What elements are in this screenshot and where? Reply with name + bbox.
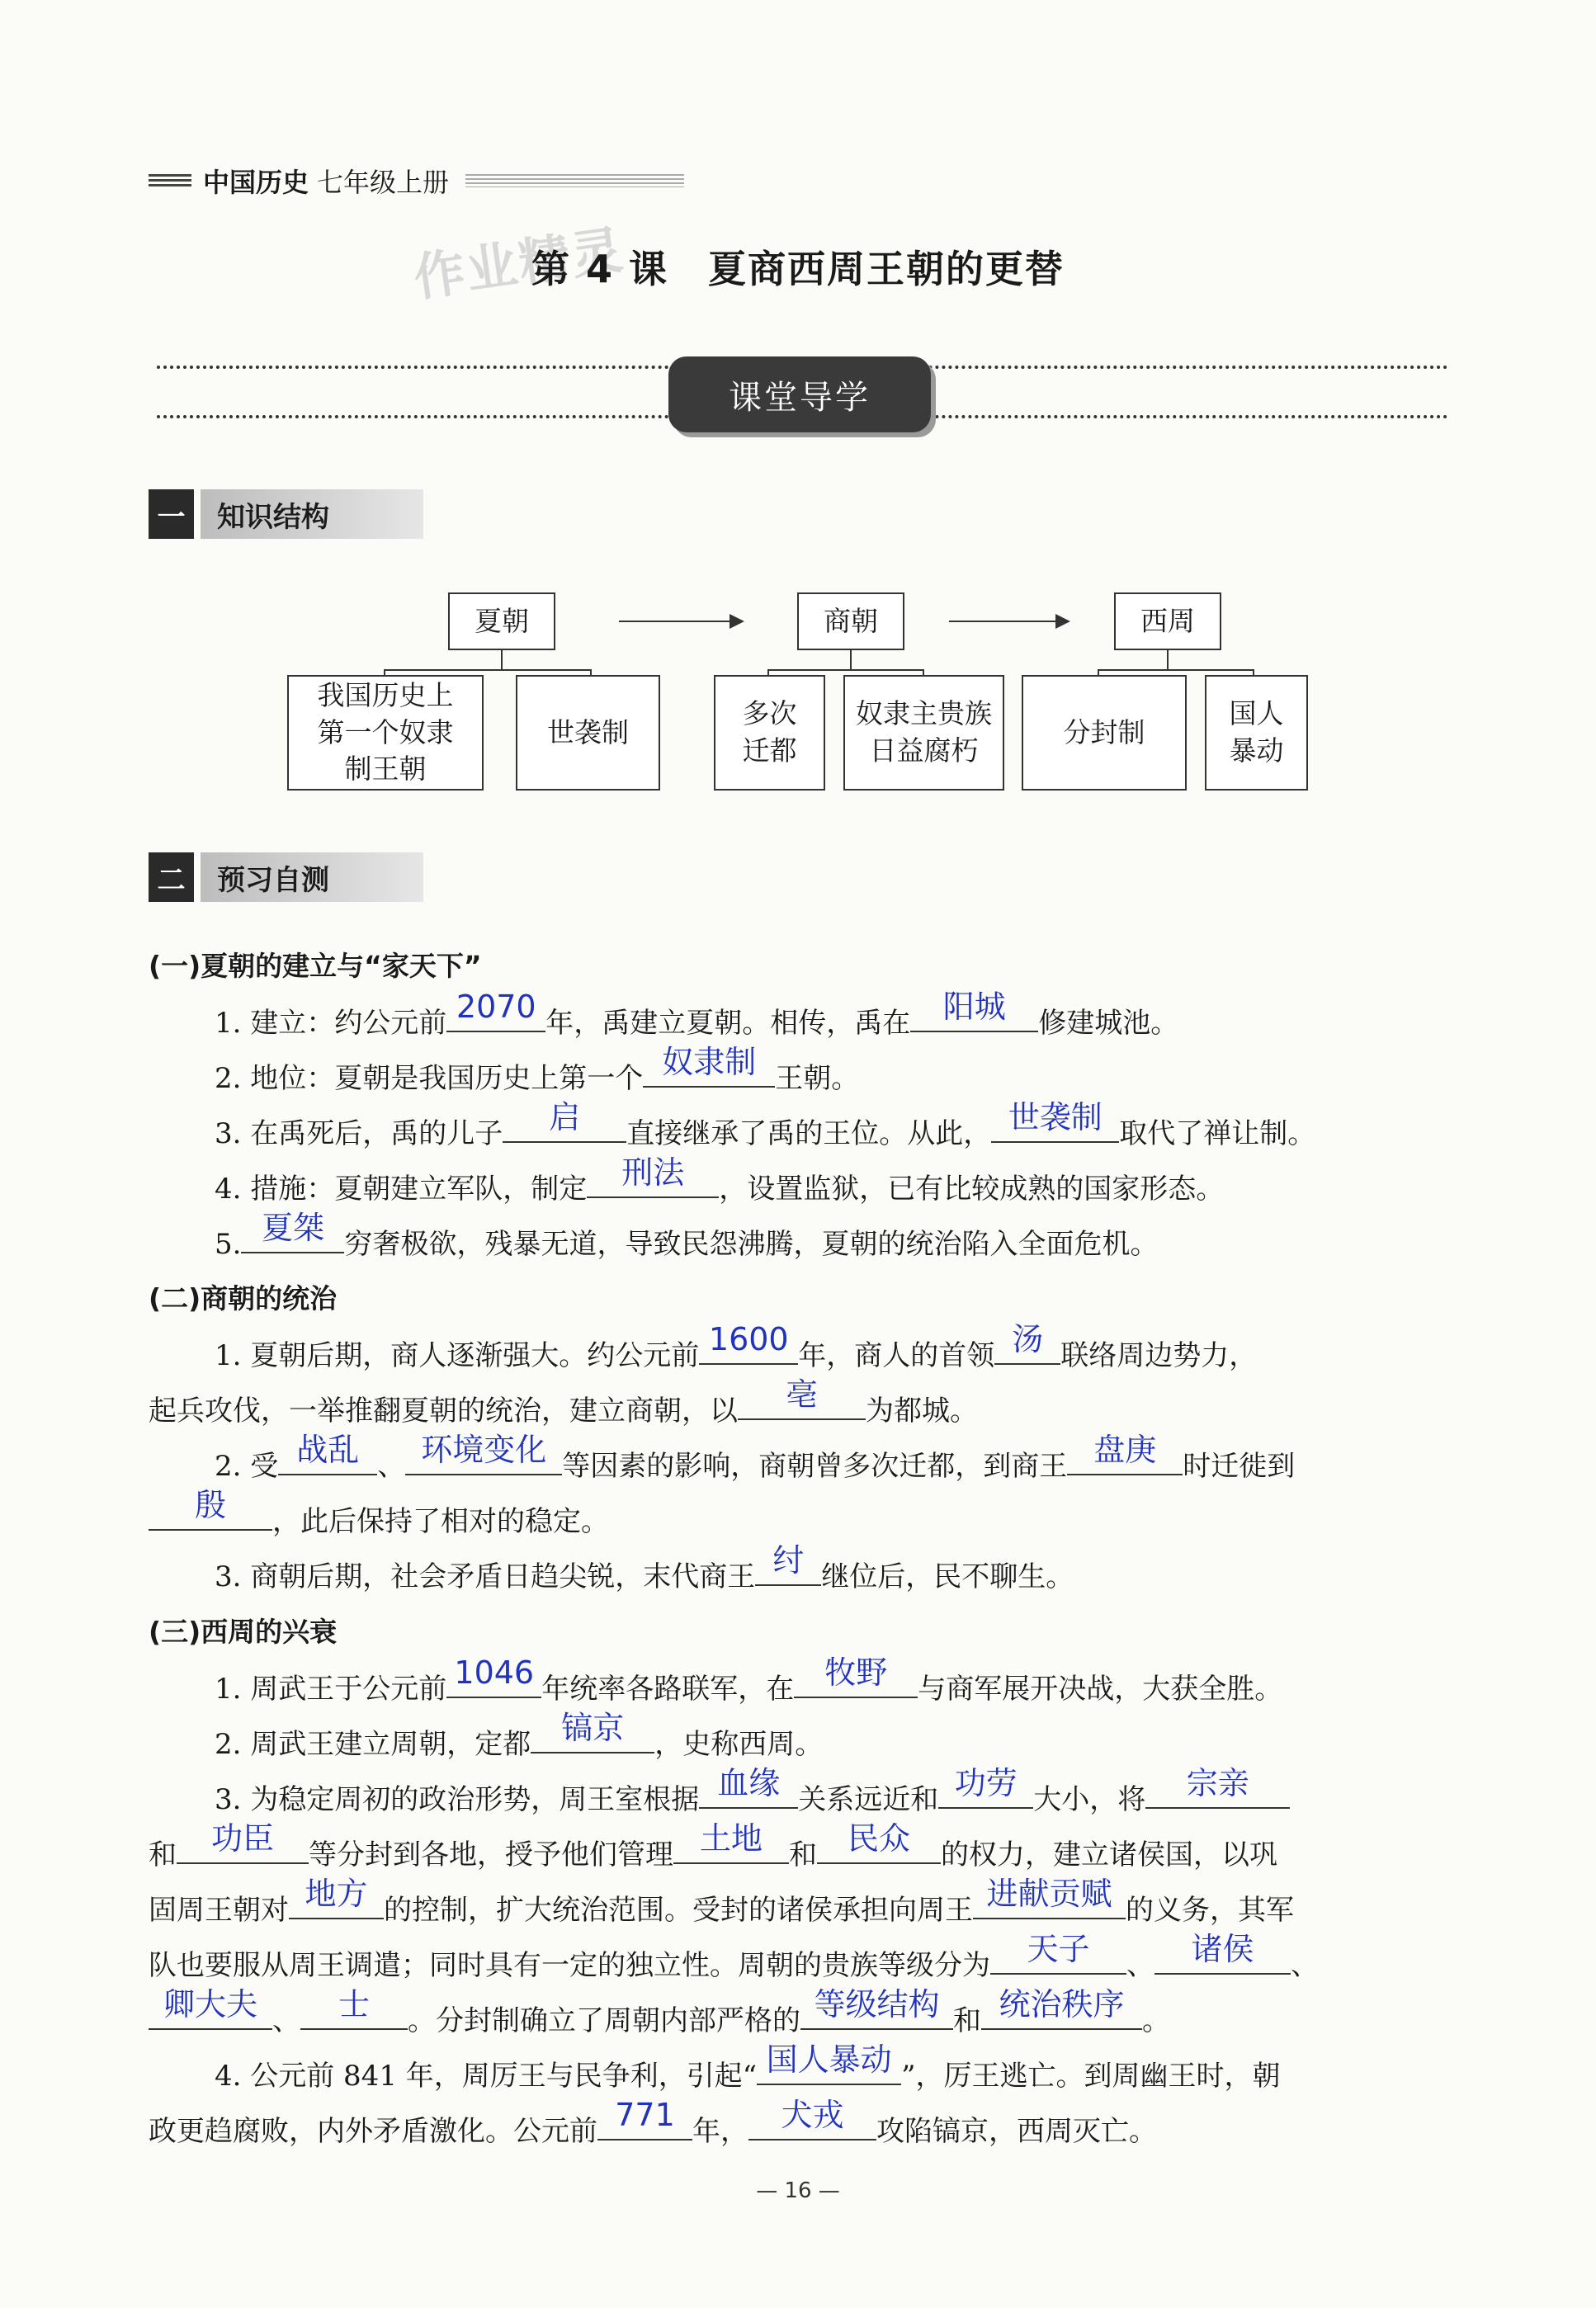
subsection-title: (一)夏朝的建立与“家天下” — [149, 950, 482, 982]
diagram-zhou-child-2: 国人暴动 — [1205, 675, 1308, 791]
handwritten-answer: 宗亲 — [1186, 1765, 1249, 1801]
text-segment: 穷奢极欲，残暴无道，导致民怨沸腾，夏朝的统治陷入全面危机。 — [344, 1228, 1159, 1261]
answer-blank — [289, 1876, 384, 1919]
answer-blank — [973, 1876, 1126, 1919]
diagram-xia-child-1: 我国历史上第一个奴隶制王朝 — [287, 675, 484, 791]
answer-blank — [597, 2097, 692, 2140]
question-line — [149, 1765, 1452, 1816]
text-segment: 1. 周武王于公元前 — [215, 1673, 447, 1706]
text-segment: ，设置监狱，已有比较成熟的国家形态。 — [719, 1173, 1225, 1206]
handwritten-answer: 殷 — [194, 1487, 226, 1523]
text-segment: ，史称西周。 — [654, 1728, 824, 1761]
diagram-arrow-xia-shang — [619, 621, 743, 622]
text-segment: 等因素的影响，商朝曾多次迁都，到商王 — [562, 1450, 1068, 1483]
handwritten-answer: 战乱 — [296, 1432, 360, 1468]
text-segment: 2. 受 — [215, 1450, 279, 1483]
answer-blank — [748, 2097, 876, 2140]
handwritten-answer: 1600 — [708, 1321, 789, 1357]
text-segment: 的控制，扩大统治范围。受封的诸侯承担向周王 — [384, 1894, 973, 1927]
answer-blank — [800, 1986, 953, 2030]
question-line — [149, 1154, 1452, 1206]
connector — [384, 669, 592, 671]
text-segment: 年，禹建立夏朝。相传，禹在 — [545, 1007, 911, 1040]
subsection-title: (二)商朝的统治 — [149, 1282, 338, 1314]
handwritten-answer: 启 — [549, 1099, 581, 1135]
diagram-node-xia: 夏朝 — [448, 592, 555, 650]
handwritten-answer: 771 — [615, 2097, 675, 2133]
question-line — [149, 1044, 1452, 1095]
answer-blank — [531, 1710, 654, 1753]
handwritten-answer: 士 — [338, 1986, 370, 2022]
handwritten-answer: 血缘 — [717, 1765, 781, 1801]
connector — [850, 650, 852, 670]
answer-blank — [149, 1986, 272, 2030]
handwritten-answer: 地方 — [305, 1876, 368, 1912]
answer-blank — [738, 1376, 866, 1420]
section-header-preview — [149, 852, 423, 902]
diagram-node-shang: 商朝 — [797, 592, 904, 650]
text-segment: 3. 商朝后期，社会矛盾日趋尖锐，末代商王 — [215, 1560, 756, 1593]
diagram-shang-child-1: 多次迁都 — [714, 675, 825, 791]
handwritten-answer: 天子 — [1027, 1931, 1090, 1967]
text-segment: 、 — [272, 2004, 300, 2037]
answer-blank — [1145, 1765, 1290, 1809]
text-segment: 政更趋腐败，内外矛盾激化。公元前 — [149, 2115, 597, 2148]
handwritten-answer: 环境变化 — [421, 1432, 547, 1468]
answer-blank — [910, 989, 1038, 1032]
answer-blank — [990, 1931, 1126, 1975]
running-header — [149, 162, 684, 200]
page-number: — 16 — — [756, 2178, 840, 2203]
handwritten-answer: 土地 — [699, 1820, 763, 1857]
text-segment: 大小，将 — [1033, 1783, 1146, 1816]
header-grade: 七年级上册 — [317, 167, 450, 198]
text-segment: 和 — [953, 2004, 981, 2037]
text-segment: 取代了禅让制。 — [1119, 1117, 1316, 1150]
handwritten-answer: 国人暴动 — [766, 2041, 892, 2078]
handwritten-answer: 亳 — [786, 1376, 818, 1413]
text-segment: 1. 建立：约公元前 — [215, 1007, 447, 1040]
handwritten-answer: 牧野 — [824, 1654, 888, 1691]
answer-blank — [278, 1432, 377, 1475]
text-segment: 和 — [149, 1838, 177, 1871]
text-segment: 修建城池。 — [1038, 1007, 1179, 1040]
text-segment: 年， — [692, 2115, 748, 2148]
text-segment: 年，商人的首领 — [798, 1339, 995, 1372]
answer-blank — [994, 1321, 1060, 1365]
handwritten-answer: 功臣 — [210, 1820, 274, 1857]
diagram-node-zhou: 西周 — [1114, 592, 1221, 650]
question-line — [149, 1986, 1452, 2037]
handwritten-answer: 纣 — [772, 1542, 805, 1579]
handwritten-answer: 卿大夫 — [163, 1986, 257, 2022]
connector — [501, 650, 503, 670]
question-line — [149, 1710, 1452, 1761]
diagram-arrow-shang-zhou — [949, 621, 1069, 622]
question-line — [149, 1487, 1452, 1538]
diagram-xia-child-2: 世袭制 — [516, 675, 660, 791]
text-segment: 为都城。 — [866, 1395, 978, 1428]
section-label: 知识结构 — [201, 489, 423, 539]
banner-class-guide: 课堂导学 — [668, 356, 931, 432]
answer-blank — [794, 1654, 918, 1698]
question-line — [149, 1654, 1452, 1706]
text-segment: 2. 周武王建立周朝，定都 — [215, 1728, 531, 1761]
question-line — [149, 1931, 1452, 1982]
lesson-title: 第 4 课 夏商西周王朝的更替 — [531, 247, 1065, 291]
header-bars-decoration — [149, 174, 191, 187]
question-line — [149, 1376, 1452, 1428]
text-segment: 、 — [1291, 1949, 1319, 1982]
question-line — [149, 2041, 1452, 2093]
handwritten-answer: 2070 — [456, 989, 536, 1025]
answer-blank — [938, 1765, 1033, 1809]
subsection-title: (三)西周的兴衰 — [149, 1616, 338, 1648]
question-line — [149, 1820, 1452, 1871]
text-segment: 固周王朝对 — [149, 1894, 289, 1927]
text-segment: 继位后，民不聊生。 — [821, 1560, 1074, 1593]
answer-blank — [177, 1820, 309, 1864]
watermark: 作业精灵 — [409, 219, 628, 309]
connector — [767, 669, 924, 671]
text-segment: 和 — [789, 1838, 817, 1871]
text-segment: 5. — [215, 1228, 242, 1261]
section-label: 预习自测 — [201, 852, 423, 902]
question-line — [149, 1321, 1452, 1372]
text-segment: 队也要服从周王调遣；同时具有一定的独立性。周朝的贵族等级分为 — [149, 1949, 990, 1982]
answer-blank — [643, 1044, 775, 1088]
connector — [1167, 650, 1169, 670]
text-segment: ”，厉王逃亡。到周幽王时，朝 — [901, 2060, 1281, 2093]
handwritten-answer: 镐京 — [561, 1710, 625, 1746]
handwritten-answer: 夏桀 — [261, 1210, 324, 1246]
text-segment: 与商军展开决战，大获全胜。 — [918, 1673, 1283, 1706]
handwritten-answer: 刑法 — [621, 1154, 685, 1191]
text-segment: 2. 地位：夏朝是我国历史上第一个 — [215, 1062, 644, 1095]
answer-blank — [587, 1154, 719, 1198]
text-segment: 关系远近和 — [798, 1783, 939, 1816]
diagram-shang-child-2: 奴隶主贵族日益腐朽 — [843, 675, 1004, 791]
answer-blank — [446, 989, 545, 1032]
text-segment: 年统率各路联军，在 — [541, 1673, 795, 1706]
text-segment: 、 — [377, 1450, 406, 1483]
text-segment: 3. 为稳定周初的政治形势，周王室根据 — [215, 1783, 700, 1816]
handwritten-answer: 奴隶制 — [662, 1044, 757, 1080]
question-line — [149, 1432, 1452, 1483]
answer-blank — [300, 1986, 408, 2030]
answer-blank — [817, 1820, 941, 1864]
connector — [1098, 669, 1254, 671]
text-segment: 王朝。 — [775, 1062, 860, 1095]
text-segment: ，此后保持了相对的稳定。 — [272, 1505, 609, 1538]
question-line — [149, 1876, 1452, 1927]
handwritten-answer: 诸侯 — [1191, 1931, 1254, 1967]
handwritten-answer: 世袭制 — [1008, 1099, 1103, 1135]
text-segment: 4. 公元前 841 年，周厉王与民争利，引起“ — [215, 2060, 758, 2093]
handwritten-answer: 功劳 — [954, 1765, 1018, 1801]
question-line — [149, 2097, 1452, 2148]
diagram-zhou-child-1: 分封制 — [1022, 675, 1187, 791]
answer-blank — [241, 1210, 344, 1253]
text-segment: 攻陷镐京，西周灭亡。 — [876, 2115, 1157, 2148]
text-segment: 、 — [1126, 1949, 1155, 1982]
handwritten-answer: 盘庚 — [1093, 1432, 1157, 1468]
handwritten-answer: 民众 — [847, 1820, 910, 1857]
answer-blank — [699, 1321, 798, 1365]
text-segment: 的义务，其军 — [1126, 1894, 1294, 1927]
answer-blank — [446, 1654, 541, 1698]
page-number-value: 16 — [784, 2178, 812, 2203]
answer-blank — [149, 1487, 272, 1531]
answer-blank — [755, 1542, 821, 1586]
section-header-knowledge — [149, 489, 423, 539]
handwritten-answer: 等级结构 — [814, 1986, 940, 2022]
answer-blank — [673, 1820, 789, 1864]
section-number: 一 — [149, 489, 194, 539]
handwritten-answer: 1046 — [454, 1654, 535, 1691]
text-segment: 。分封制确立了周朝内部严格的 — [408, 2004, 800, 2037]
text-segment: 。 — [1142, 2004, 1170, 2037]
text-segment: 4. 措施：夏朝建立军队，制定 — [215, 1173, 588, 1206]
answer-blank — [699, 1765, 798, 1809]
answer-blank — [1067, 1432, 1183, 1475]
question-line — [149, 1099, 1452, 1150]
text-segment: 直接继承了禹的王位。从此， — [626, 1117, 992, 1150]
answer-blank — [503, 1099, 626, 1143]
text-segment: 联络周边势力， — [1060, 1339, 1258, 1372]
answer-blank — [405, 1432, 562, 1475]
question-line — [149, 1542, 1452, 1593]
answer-blank — [981, 1986, 1142, 2030]
answer-blank — [991, 1099, 1119, 1143]
text-segment: 起兵攻伐，一举推翻夏朝的统治，建立商朝，以 — [149, 1395, 738, 1428]
header-book: 中国历史 — [203, 167, 309, 198]
answer-blank — [757, 2041, 901, 2085]
handwritten-answer: 进献贡赋 — [986, 1876, 1112, 1912]
text-segment: 1. 夏朝后期，商人逐渐强大。约公元前 — [215, 1339, 700, 1372]
text-segment: 等分封到各地，授予他们管理 — [309, 1838, 673, 1871]
section-number: 二 — [149, 852, 194, 902]
question-line — [149, 989, 1452, 1040]
text-segment: 时迁徙到 — [1183, 1450, 1296, 1483]
header-rule-decoration — [465, 174, 684, 187]
handwritten-answer: 统治秩序 — [999, 1986, 1125, 2022]
text-segment: 3. 在禹死后，禹的儿子 — [215, 1117, 503, 1150]
answer-blank — [1155, 1931, 1291, 1975]
question-line — [149, 1210, 1452, 1261]
text-segment: 的权力，建立诸侯国，以巩 — [941, 1838, 1277, 1871]
handwritten-answer: 阳城 — [942, 989, 1006, 1025]
handwritten-answer: 汤 — [1012, 1321, 1044, 1357]
handwritten-answer: 犬戎 — [781, 2097, 844, 2133]
